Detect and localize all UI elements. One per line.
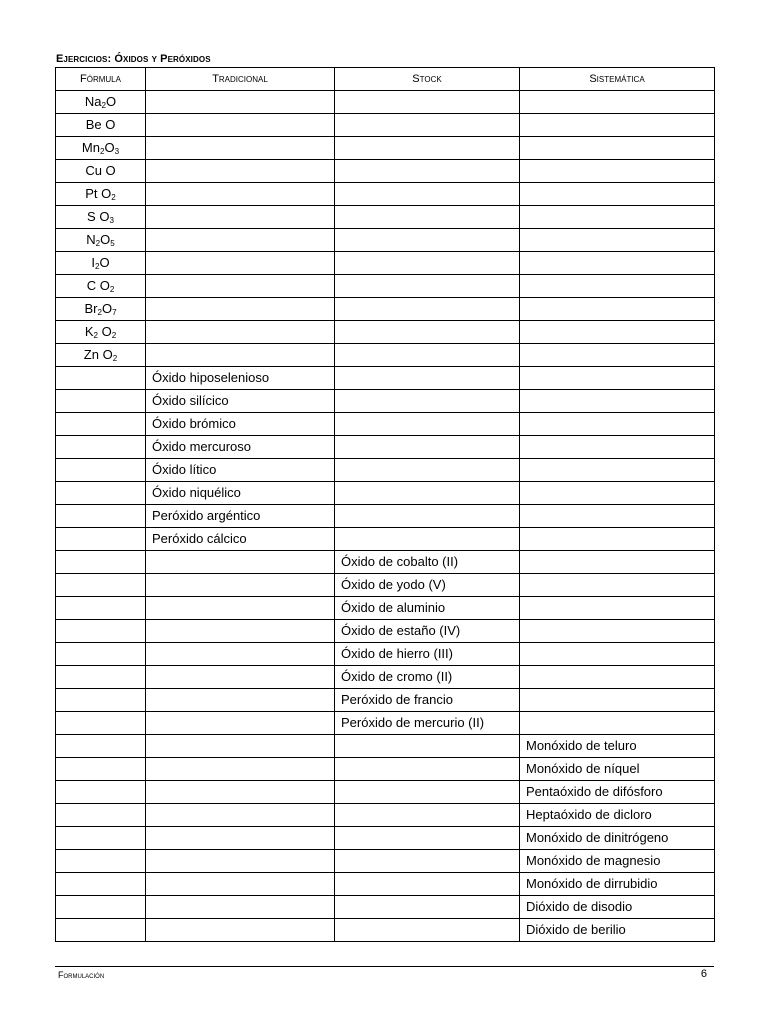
answer-cell-tradicional[interactable] [146, 850, 335, 873]
page-number: 6 [700, 968, 707, 980]
answer-cell-tradicional[interactable] [146, 689, 335, 712]
answer-cell-sistematica[interactable] [520, 183, 715, 206]
formula-cell [56, 206, 146, 229]
header-stock: Stock [335, 68, 520, 91]
footer-section-label: Formulación [58, 970, 105, 980]
formula-cell [56, 137, 146, 160]
formula-subscript: 2 [109, 285, 115, 295]
answer-cell-sistematica[interactable] [520, 114, 715, 137]
answer-cell-sistematica[interactable] [520, 160, 715, 183]
formula-cell [56, 298, 146, 321]
answer-cell-formula[interactable] [56, 620, 146, 643]
header-formula: Fórmula [56, 68, 146, 91]
answer-cell-sistematica[interactable] [520, 666, 715, 689]
answer-cell-stock[interactable] [335, 137, 520, 160]
answer-cell-stock[interactable] [335, 252, 520, 275]
formula-text: Br [84, 301, 98, 316]
header-sistematica: Sistemática [520, 68, 715, 91]
answer-cell-stock[interactable] [335, 873, 520, 896]
answer-cell-tradicional[interactable] [146, 574, 335, 597]
answer-cell-sistematica[interactable] [520, 505, 715, 528]
table-row [56, 114, 715, 137]
table-body [56, 91, 715, 942]
table-row [56, 459, 715, 482]
answer-cell-stock[interactable] [335, 344, 520, 367]
table-row [56, 298, 715, 321]
formula-subscript: 2 [101, 101, 106, 111]
answer-cell-formula[interactable] [56, 804, 146, 827]
answer-cell-tradicional[interactable] [146, 758, 335, 781]
answer-cell-stock[interactable] [335, 850, 520, 873]
answer-cell-formula[interactable] [56, 574, 146, 597]
sistematica-name-cell: Dióxido de disodio [520, 896, 715, 919]
tradicional-name-cell: Óxido silícico [146, 390, 335, 413]
table-row [56, 781, 715, 804]
stock-name-cell: Óxido de yodo (V) [335, 574, 520, 597]
answer-cell-tradicional[interactable] [146, 712, 335, 735]
answer-cell-formula[interactable] [56, 367, 146, 390]
table-row [56, 183, 715, 206]
answer-cell-tradicional[interactable] [146, 252, 335, 275]
table-row [56, 804, 715, 827]
table-row [56, 827, 715, 850]
formula-text: N [86, 232, 96, 247]
answer-cell-stock[interactable] [335, 459, 520, 482]
answer-cell-sistematica[interactable] [520, 344, 715, 367]
answer-cell-tradicional[interactable] [146, 298, 335, 321]
answer-cell-tradicional[interactable] [146, 137, 335, 160]
answer-cell-stock[interactable] [335, 183, 520, 206]
answer-cell-stock[interactable] [335, 758, 520, 781]
formula-text: Zn O [83, 347, 113, 362]
tradicional-name-cell: Óxido brómico [146, 413, 335, 436]
table-row [56, 712, 715, 735]
sistematica-name-cell: Monóxido de dirrubidio [520, 873, 715, 896]
answer-cell-tradicional[interactable] [146, 597, 335, 620]
footer-divider [55, 966, 714, 967]
table-row [56, 689, 715, 712]
answer-cell-stock[interactable] [335, 735, 520, 758]
answer-cell-stock[interactable] [335, 390, 520, 413]
answer-cell-tradicional[interactable] [146, 643, 335, 666]
formula-subscript: 2 [111, 193, 116, 203]
answer-cell-sistematica[interactable] [520, 436, 715, 459]
answer-cell-formula[interactable] [56, 735, 146, 758]
stock-name-cell: Óxido de cromo (II) [335, 666, 520, 689]
answer-cell-sistematica[interactable] [520, 551, 715, 574]
tradicional-name-cell: Óxido lítico [146, 459, 335, 482]
table-row [56, 436, 715, 459]
table-row [56, 643, 715, 666]
answer-cell-formula[interactable] [56, 896, 146, 919]
answer-cell-sistematica[interactable] [520, 252, 715, 275]
sistematica-name-cell: Heptaóxido de dicloro [520, 804, 715, 827]
formula-cell [56, 229, 146, 252]
formula-subscript: 3 [109, 216, 114, 226]
answer-cell-tradicional[interactable] [146, 275, 335, 298]
table-row [56, 873, 715, 896]
table-row [56, 206, 715, 229]
answer-cell-formula[interactable] [56, 482, 146, 505]
answer-cell-formula[interactable] [56, 666, 146, 689]
stock-name-cell: Peróxido de mercurio (II) [335, 712, 520, 735]
formula-cell [56, 91, 146, 114]
answer-cell-sistematica[interactable] [520, 229, 715, 252]
stock-name-cell: Peróxido de francio [335, 689, 520, 712]
answer-cell-tradicional[interactable] [146, 827, 335, 850]
answer-cell-formula[interactable] [56, 390, 146, 413]
table-row [56, 735, 715, 758]
formula-text: K [84, 324, 94, 339]
answer-cell-stock[interactable] [335, 896, 520, 919]
formula-text: C O [86, 278, 110, 293]
answer-cell-formula[interactable] [56, 758, 146, 781]
sistematica-name-cell: Dióxido de berilio [520, 919, 715, 942]
exercise-table [55, 67, 715, 942]
formula-subscript: 2 [97, 308, 102, 318]
stock-name-cell: Óxido de estaño (IV) [335, 620, 520, 643]
table-row [56, 620, 715, 643]
table-row [56, 574, 715, 597]
formula-subscript: 2 [99, 147, 105, 157]
answer-cell-formula[interactable] [56, 528, 146, 551]
stock-name-cell: Óxido de aluminio [335, 597, 520, 620]
answer-cell-stock[interactable] [335, 114, 520, 137]
table-row [56, 91, 715, 114]
answer-cell-tradicional[interactable] [146, 666, 335, 689]
answer-cell-stock[interactable] [335, 505, 520, 528]
answer-cell-formula[interactable] [56, 597, 146, 620]
answer-cell-formula[interactable] [56, 436, 146, 459]
formula-subscript: 5 [110, 239, 115, 249]
sistematica-name-cell: Monóxido de teluro [520, 735, 715, 758]
table-row [56, 597, 715, 620]
table-row [56, 413, 715, 436]
answer-cell-stock[interactable] [335, 482, 520, 505]
answer-cell-stock[interactable] [335, 804, 520, 827]
answer-cell-stock[interactable] [335, 229, 520, 252]
answer-cell-tradicional[interactable] [146, 896, 335, 919]
answer-cell-formula[interactable] [56, 505, 146, 528]
answer-cell-sistematica[interactable] [520, 137, 715, 160]
formula-subscript: 2 [93, 331, 98, 341]
formula-text: S O [87, 209, 110, 224]
sistematica-name-cell: Pentaóxido de difósforo [520, 781, 715, 804]
answer-cell-sistematica[interactable] [520, 482, 715, 505]
answer-cell-tradicional[interactable] [146, 551, 335, 574]
formula-text: O [101, 301, 113, 316]
formula-cell [56, 252, 146, 275]
answer-cell-sistematica[interactable] [520, 321, 715, 344]
tradicional-name-cell: Peróxido cálcico [146, 528, 335, 551]
answer-cell-formula[interactable] [56, 781, 146, 804]
answer-cell-stock[interactable] [335, 413, 520, 436]
table-row [56, 758, 715, 781]
formula-cell [56, 344, 146, 367]
answer-cell-stock[interactable] [335, 206, 520, 229]
answer-cell-sistematica[interactable] [520, 298, 715, 321]
sistematica-name-cell: Monóxido de dinitrógeno [520, 827, 715, 850]
formula-text: O [99, 255, 110, 270]
answer-cell-tradicional[interactable] [146, 183, 335, 206]
formula-text: O [104, 140, 115, 155]
answer-cell-tradicional[interactable] [146, 229, 335, 252]
answer-cell-formula[interactable] [56, 413, 146, 436]
formula-text: Be O [85, 117, 116, 132]
table-row [56, 160, 715, 183]
answer-cell-formula[interactable] [56, 850, 146, 873]
formula-text: Pt O [85, 186, 112, 201]
formula-cell [56, 114, 146, 137]
tradicional-name-cell: Peróxido argéntico [146, 505, 335, 528]
answer-cell-tradicional[interactable] [146, 344, 335, 367]
table-row [56, 137, 715, 160]
answer-cell-stock[interactable] [335, 827, 520, 850]
sistematica-name-cell: Monóxido de níquel [520, 758, 715, 781]
answer-cell-formula[interactable] [56, 712, 146, 735]
answer-cell-tradicional[interactable] [146, 160, 335, 183]
answer-cell-stock[interactable] [335, 298, 520, 321]
table-row [56, 896, 715, 919]
answer-cell-stock[interactable] [335, 321, 520, 344]
table-row [56, 919, 715, 942]
table-row [56, 367, 715, 390]
table-row [56, 390, 715, 413]
table-row [56, 252, 715, 275]
answer-cell-sistematica[interactable] [520, 597, 715, 620]
formula-subscript: 7 [112, 308, 117, 318]
answer-cell-stock[interactable] [335, 91, 520, 114]
formula-text: Na [84, 94, 102, 109]
formula-subscript: 2 [95, 239, 101, 249]
answer-cell-tradicional[interactable] [146, 620, 335, 643]
answer-cell-stock[interactable] [335, 436, 520, 459]
tradicional-name-cell: Óxido mercuroso [146, 436, 335, 459]
table-row [56, 505, 715, 528]
answer-cell-tradicional[interactable] [146, 804, 335, 827]
formula-text: O [97, 324, 112, 339]
answer-cell-sistematica[interactable] [520, 367, 715, 390]
table-row [56, 528, 715, 551]
formula-text: O [105, 94, 117, 109]
stock-name-cell: Óxido de hierro (III) [335, 643, 520, 666]
table-row [56, 482, 715, 505]
worksheet-title: Ejercicios: Óxidos y Peróxidos [56, 53, 211, 65]
answer-cell-tradicional[interactable] [146, 781, 335, 804]
formula-cell [56, 183, 146, 206]
table-row [56, 229, 715, 252]
answer-cell-sistematica[interactable] [520, 528, 715, 551]
answer-cell-tradicional[interactable] [146, 321, 335, 344]
answer-cell-sistematica[interactable] [520, 413, 715, 436]
formula-subscript: 2 [95, 262, 100, 272]
answer-cell-formula[interactable] [56, 827, 146, 850]
table-row [56, 275, 715, 298]
formula-text: Cu O [85, 163, 116, 178]
answer-cell-tradicional[interactable] [146, 735, 335, 758]
answer-cell-sistematica[interactable] [520, 620, 715, 643]
answer-cell-stock[interactable] [335, 275, 520, 298]
table-row [56, 666, 715, 689]
answer-cell-tradicional[interactable] [146, 91, 335, 114]
answer-cell-stock[interactable] [335, 919, 520, 942]
answer-cell-tradicional[interactable] [146, 873, 335, 896]
answer-cell-formula[interactable] [56, 873, 146, 896]
answer-cell-stock[interactable] [335, 160, 520, 183]
table-row [56, 551, 715, 574]
formula-text: O [100, 232, 111, 247]
formula-text: Mn [81, 140, 100, 155]
answer-cell-formula[interactable] [56, 459, 146, 482]
tradicional-name-cell: Óxido niquélico [146, 482, 335, 505]
answer-cell-sistematica[interactable] [520, 206, 715, 229]
answer-cell-sistematica[interactable] [520, 459, 715, 482]
table-header-row [56, 68, 715, 91]
answer-cell-stock[interactable] [335, 781, 520, 804]
answer-cell-sistematica[interactable] [520, 574, 715, 597]
formula-text: I [91, 255, 95, 270]
table-row [56, 850, 715, 873]
stock-name-cell: Óxido de cobalto (II) [335, 551, 520, 574]
table-row [56, 321, 715, 344]
formula-cell [56, 275, 146, 298]
answer-cell-stock[interactable] [335, 528, 520, 551]
sistematica-name-cell: Monóxido de magnesio [520, 850, 715, 873]
answer-cell-formula[interactable] [56, 689, 146, 712]
answer-cell-stock[interactable] [335, 367, 520, 390]
answer-cell-formula[interactable] [56, 551, 146, 574]
answer-cell-formula[interactable] [56, 643, 146, 666]
answer-cell-tradicional[interactable] [146, 114, 335, 137]
answer-cell-sistematica[interactable] [520, 643, 715, 666]
formula-subscript: 3 [114, 147, 120, 157]
answer-cell-sistematica[interactable] [520, 390, 715, 413]
answer-cell-sistematica[interactable] [520, 689, 715, 712]
answer-cell-sistematica[interactable] [520, 712, 715, 735]
formula-subscript: 2 [112, 354, 118, 364]
answer-cell-formula[interactable] [56, 919, 146, 942]
formula-cell [56, 160, 146, 183]
answer-cell-tradicional[interactable] [146, 919, 335, 942]
answer-cell-sistematica[interactable] [520, 91, 715, 114]
formula-cell [56, 321, 146, 344]
answer-cell-tradicional[interactable] [146, 206, 335, 229]
tradicional-name-cell: Óxido hiposelenioso [146, 367, 335, 390]
header-tradicional: Tradicional [146, 68, 335, 91]
formula-subscript: 2 [111, 331, 117, 341]
table-row [56, 344, 715, 367]
answer-cell-sistematica[interactable] [520, 275, 715, 298]
